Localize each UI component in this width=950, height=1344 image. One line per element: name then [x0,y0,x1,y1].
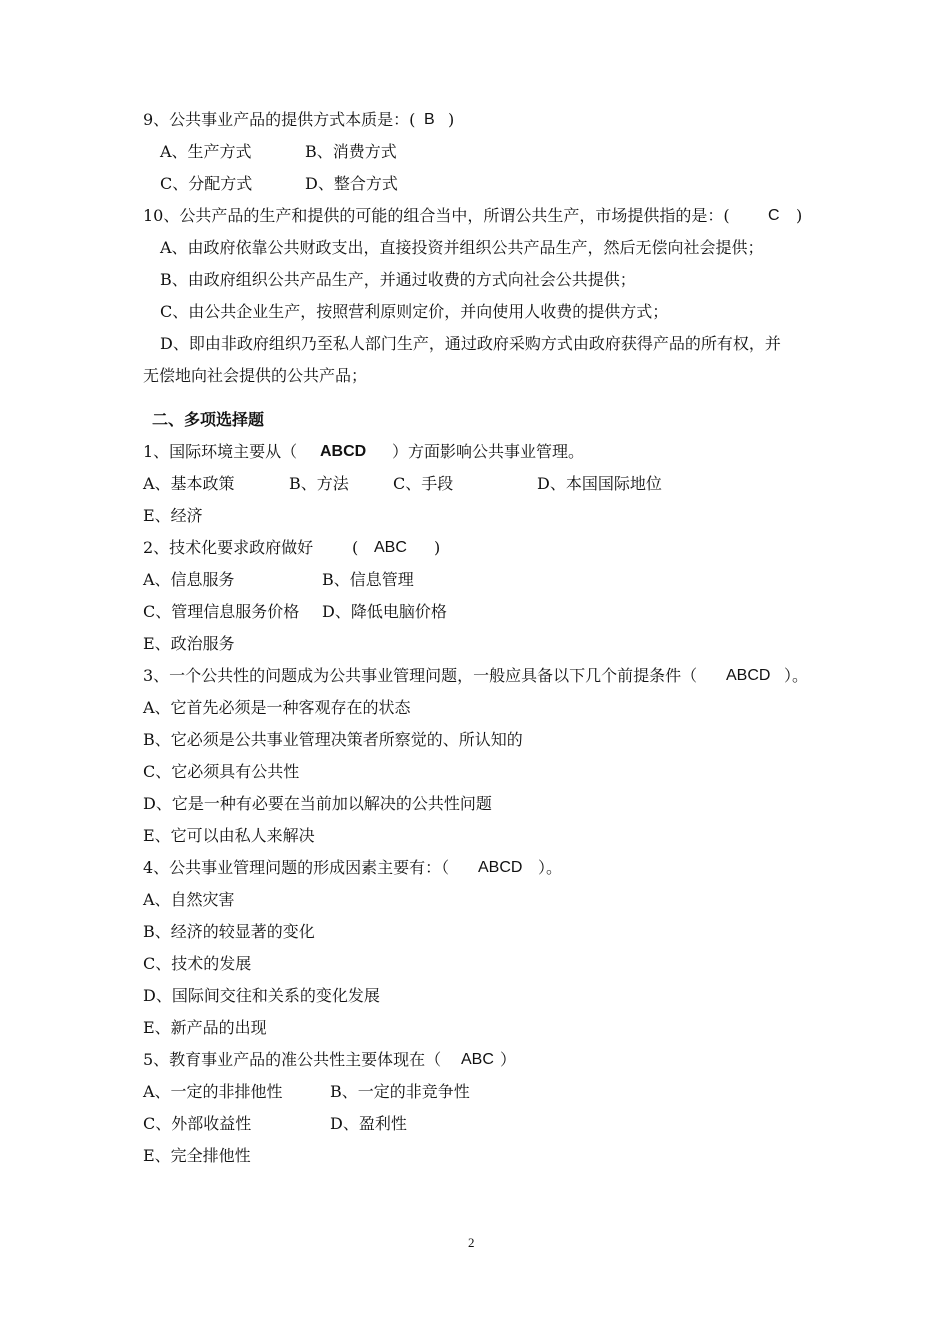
mq3-option-e: E、它可以由私人来解决 [143,826,315,845]
mq3-close: ）。 [784,666,809,685]
section-title: 二、多项选择题 [152,410,265,429]
mq5-option-b: B、一定的非竞争性 [330,1082,470,1101]
mq2-option-a: A、信息服务 [143,570,235,589]
mq3-stem: 3、一个公共性的问题成为公共事业管理问题，一般应具备以下几个前提条件（ [143,666,698,685]
mq4-option-c: C、技术的发展 [143,954,252,973]
mq2-option-c: C、管理信息服务价格 [143,602,300,621]
mq5-close: ） [500,1050,517,1069]
q9-option-a: A、生产方式 [160,142,252,161]
q9-answer: B [424,111,435,128]
mq4-close: ）。 [538,858,563,877]
mq1-option-e: E、经济 [143,506,203,525]
mq2-close: ) [434,538,441,557]
q10-close: ) [796,206,803,225]
mq2-option-e: E、政治服务 [143,634,235,653]
q9-close: ) [448,110,455,129]
mq3-option-c: C、它必须具有公共性 [143,762,300,781]
mq3-answer: ABCD [726,667,771,684]
q10-option-b: B、由政府组织公共产品生产，并通过收费的方式向社会公共提供； [160,270,636,289]
mq3-option-d: D、它是一种有必要在当前加以解决的公共性问题 [143,794,492,813]
mq1-option-b: B、方法 [289,474,349,493]
mq1-stem-b: ）方面影响公共事业管理。 [392,442,585,461]
mq3-option-b: B、它必须是公共事业管理决策者所察觉的、所认知的 [143,730,523,749]
mq4-option-d: D、国际间交往和关系的变化发展 [143,986,380,1005]
mq1-option-a: A、基本政策 [143,474,235,493]
q10-option-d: D、即由非政府组织乃至私人部门生产，通过政府采购方式由政府获得产品的所有权，并 [160,334,781,353]
mq1-option-c: C、手段 [393,474,454,493]
mq2-option-d: D、降低电脑价格 [322,602,447,621]
mq2-stem: 2、技术化要求政府做好 [143,538,314,557]
q9-option-d: D、整合方式 [305,174,398,193]
mq5-option-c: C、外部收益性 [143,1114,252,1133]
page-number: 2 [468,1235,475,1250]
mq5-option-e: E、完全排他性 [143,1146,251,1165]
mq2-option-b: B、信息管理 [322,570,414,589]
q10-option-c: C、由公共企业生产，按照营利原则定价，并向使用人收费的提供方式； [160,302,669,321]
mq4-option-e: E、新产品的出现 [143,1018,267,1037]
q9-option-c: C、分配方式 [160,174,253,193]
mq1-answer: ABCD [320,443,367,460]
q10-option-a: A、由政府依靠公共财政支出，直接投资并组织公共产品生产，然后无偿向社会提供； [160,238,764,257]
mq5-stem: 5、教育事业产品的准公共性主要体现在（ [143,1050,442,1069]
q10-option-d-cont: 无偿地向社会提供的公共产品； [143,366,368,385]
mq4-stem: 4、公共事业管理问题的形成因素主要有：（ [143,858,450,877]
mq2-open: ( [352,538,359,557]
q10-answer: C [768,207,780,224]
mq4-option-a: A、自然灾害 [143,890,235,909]
q9-option-b: B、消费方式 [305,142,397,161]
mq3-option-a: A、它首先必须是一种客观存在的状态 [143,698,411,717]
q10-stem: 10、公共产品的生产和提供的可能的组合当中，所谓公共生产，市场提供指的是：( [143,206,730,225]
mq1-stem-a: 1、国际环境主要从（ [143,442,298,461]
mq5-answer: ABC [461,1051,494,1068]
mq4-answer: ABCD [478,859,523,876]
mq5-option-d: D、盈利性 [330,1114,407,1133]
mq2-answer: ABC [374,539,407,556]
mq5-option-a: A、一定的非排他性 [143,1082,283,1101]
mq1-option-d: D、本国国际地位 [537,474,662,493]
q9-stem: 9、公共事业产品的提供方式本质是：( [143,110,416,129]
mq4-option-b: B、经济的较显著的变化 [143,922,315,941]
